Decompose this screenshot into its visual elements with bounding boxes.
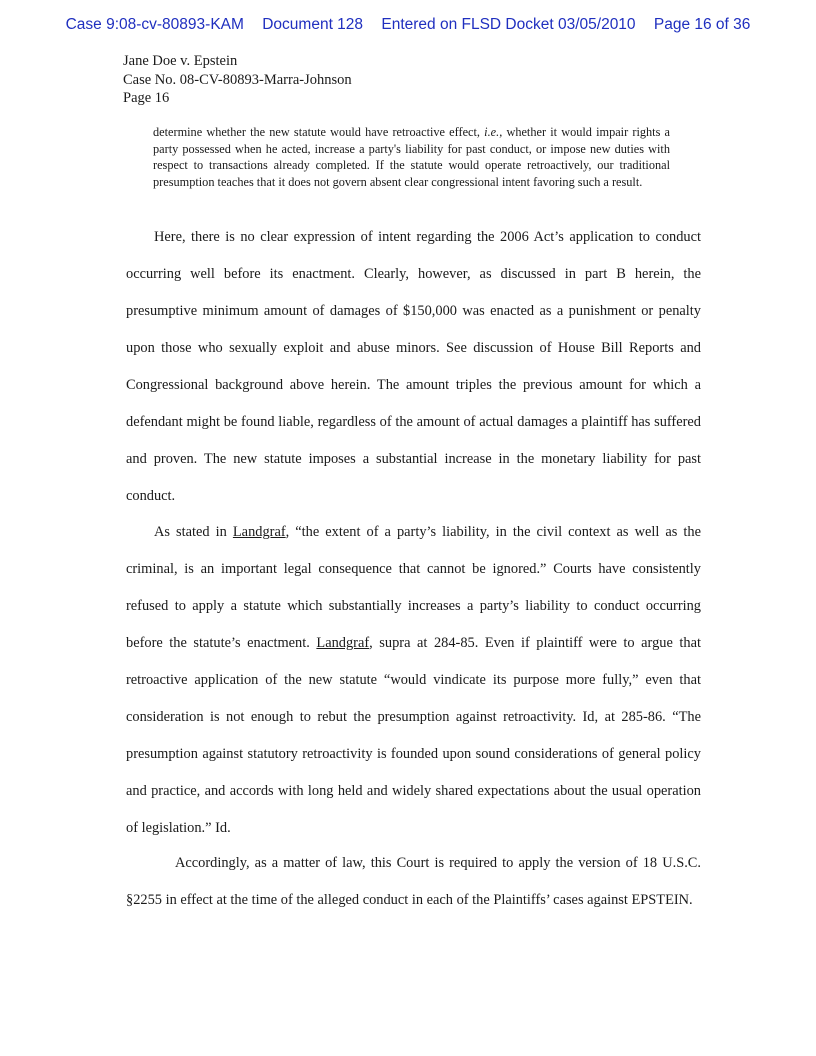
- case-caption: Jane Doe v. Epstein: [123, 53, 238, 69]
- p2-text-start: As stated in: [154, 524, 233, 540]
- case-citation-landgraf-2: Landgraf: [316, 635, 370, 651]
- paragraph-landgraf: [126, 514, 701, 847]
- p2-text-middle: , “the extent of a party’s liability, in the civil context as well as the criminal, is an important legal consequence that cannot be ignored.” Courts have consistently refused to apply a statute which substantially increases a party’s liability to conduct occurring before the statute’s enactment.: [126, 524, 701, 651]
- p2-text-end: , supra at 284-85. Even if plaintiff were to argue that retroactive application of the new statute “would vindicate its purpose more fully,” even that consideration is not enough to rebut the presumption against retroactivity. Id, at 285-86. “The presumption against statutory retroactivity is founded upon sound considerations of general policy and practice, and accords with long held and widely shared expectations about the usual operation of legislation.” Id.: [126, 635, 701, 836]
- body-paragraph-1: [126, 219, 701, 515]
- stamp-page-count: Page 16 of 36: [653, 16, 751, 33]
- paragraph-retroactive-intent: Here, there is no clear expression of intent regarding the 2006 Act’s application to conduct occurring well before its enactment. Clearly, however, as discussed in part B herein, the presumptive minimum amount of damages of $150,000 was enacted as a punishment or penalty upon those who sexually exploit and abuse minors. See discussion of House Bill Reports and Congressional background above herein. The amount triples the previous amount for which a defendant might be found liable, regardless of the amount of actual damages a plaintiff has suffered and proven. The new statute imposes a substantial increase in the monetary liability for past conduct.: [126, 229, 701, 504]
- stamp-entered-date: Entered on FLSD Docket 03/05/2010: [381, 16, 636, 33]
- case-citation-landgraf: Landgraf: [232, 524, 286, 540]
- docket-stamp: [0, 16, 816, 34]
- stamp-document-number: Document 128: [262, 16, 364, 33]
- block-quote: [153, 124, 670, 191]
- stamp-case-number: Case 9:08-cv-80893-KAM: [65, 16, 244, 33]
- body-paragraph-2: [126, 514, 701, 847]
- block-quote-text-end: whether it would impair rights a party possessed when he acted, increase a party's liability for past conduct, or impose new duties with respect to transactions already completed. If the statute would operate retroactively, our traditional presumption teaches that it does not govern absent clear congressional intent favoring such a result.: [153, 125, 670, 190]
- block-quote-text-start: determine whether the new statute would have retroactive effect,: [153, 125, 485, 139]
- page-header: [123, 52, 352, 108]
- paragraph-conclusion: Accordingly, as a matter of law, this Court is required to apply the version of 18 U.S.C. §2255 in effect at the time of the alleged conduct in each of the Plaintiffs’ cases against EPSTEIN.: [126, 855, 701, 908]
- case-number: Case No. 08-CV-80893-Marra-Johnson: [123, 71, 352, 88]
- page-number: Page 16: [123, 90, 170, 106]
- block-quote-ie: i.e.,: [484, 125, 503, 139]
- body-paragraph-3: [126, 845, 701, 919]
